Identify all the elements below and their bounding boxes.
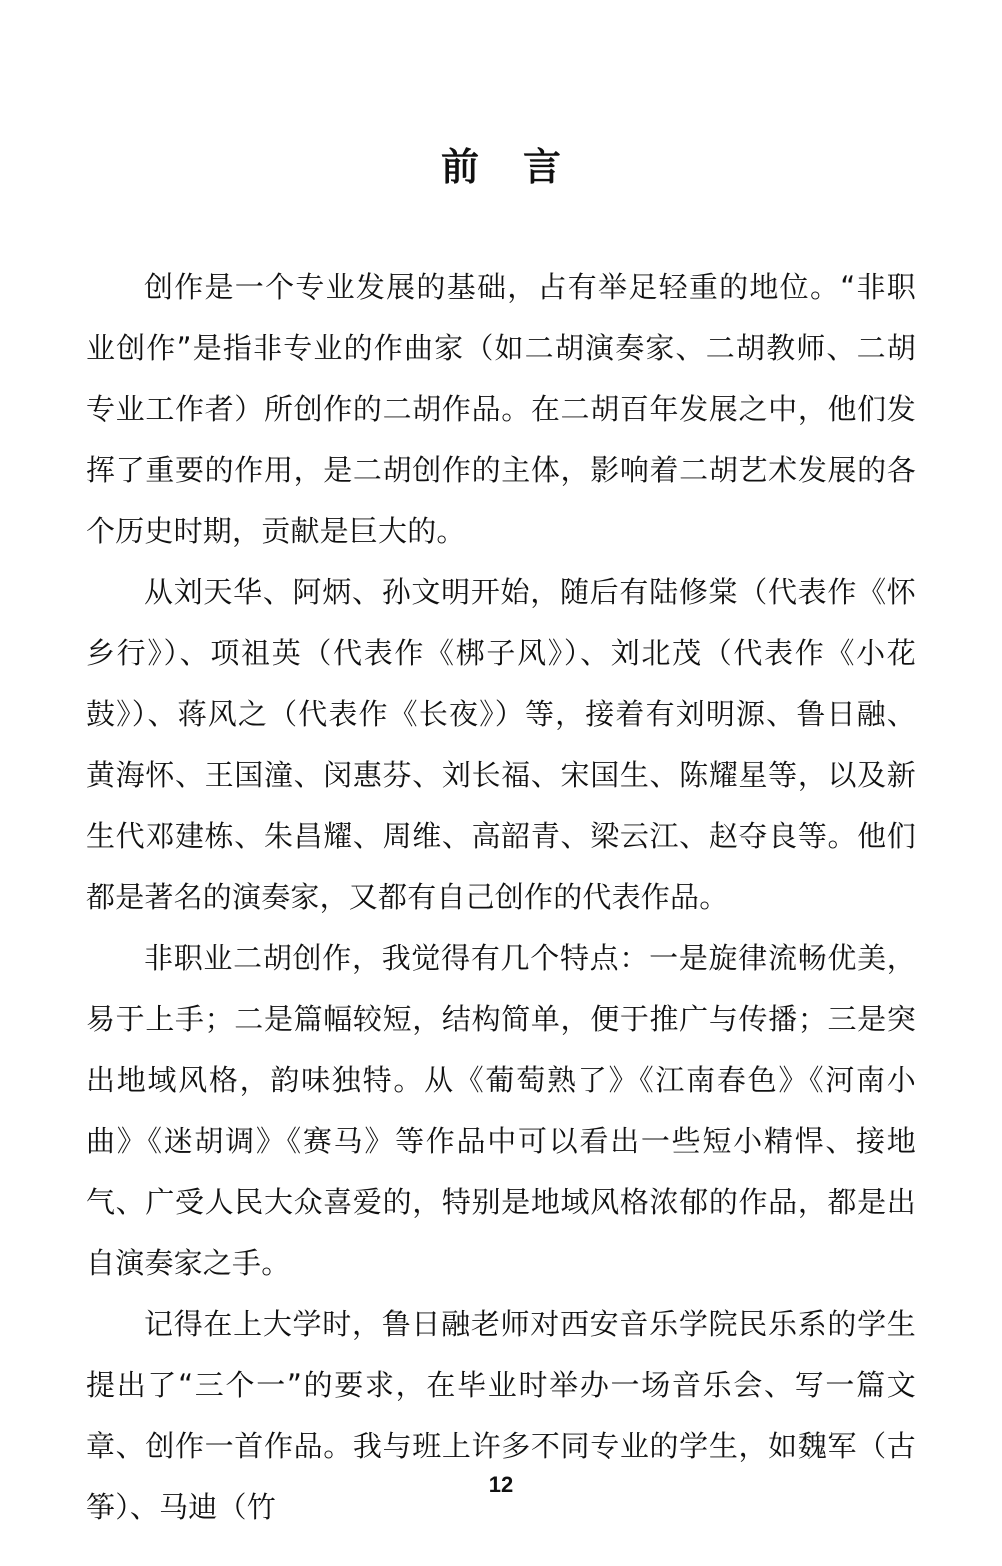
paragraph-2: 从刘天华、阿炳、孙文明开始，随后有陆修棠（代表作《怀乡行》）、项祖英（代表作《梆子风》）、刘北茂（代表作《小花鼓》）、蒋风之（代表作《长夜》）等，接着有刘明源、鲁日融、黄海怀、王国潼、闵惠芬、刘长福、宋国生、陈耀星等，以及新生代邓建栋、朱昌耀、周维、高韶青、梁云江、赵夺良等。他们都是著名的演奏家，又都有自己创作的代表作品。	[86, 575, 916, 914]
paragraph-1: 创作是一个专业发展的基础，占有举足轻重的地位。“非职业创作”是指非专业的作曲家（如二胡演奏家、二胡教师、二胡专业工作者）所创作的二胡作品。在二胡百年发展之中，他们发挥了重要的作用，是二胡创作的主体，影响着二胡艺术发展的各个历史时期，贡献是巨大的。	[86, 270, 916, 548]
page-number: 12	[488, 1472, 514, 1497]
paragraph-3: 非职业二胡创作，我觉得有几个特点：一是旋律流畅优美，易于上手；二是篇幅较短，结构简单，便于推广与传播；三是突出地域风格，韵味独特。从《葡萄熟了》《江南春色》《河南小曲》《迷胡调》《赛马》等作品中可以看出一些短小精悍、接地气、广受人民大众喜爱的，特别是地域风格浓郁的作品，都是出自演奏家之手。	[86, 941, 916, 1280]
paragraph-4: 记得在上大学时，鲁日融老师对西安音乐学院民乐系的学生提出了“三个一”的要求，在毕业时举办一场音乐会、写一篇文章、创作一首作品。我与班上许多不同专业的学生，如魏军（古筝）、马迪（竹	[86, 1307, 916, 1524]
body-text	[86, 257, 916, 1538]
page-title: 前言	[440, 144, 605, 190]
